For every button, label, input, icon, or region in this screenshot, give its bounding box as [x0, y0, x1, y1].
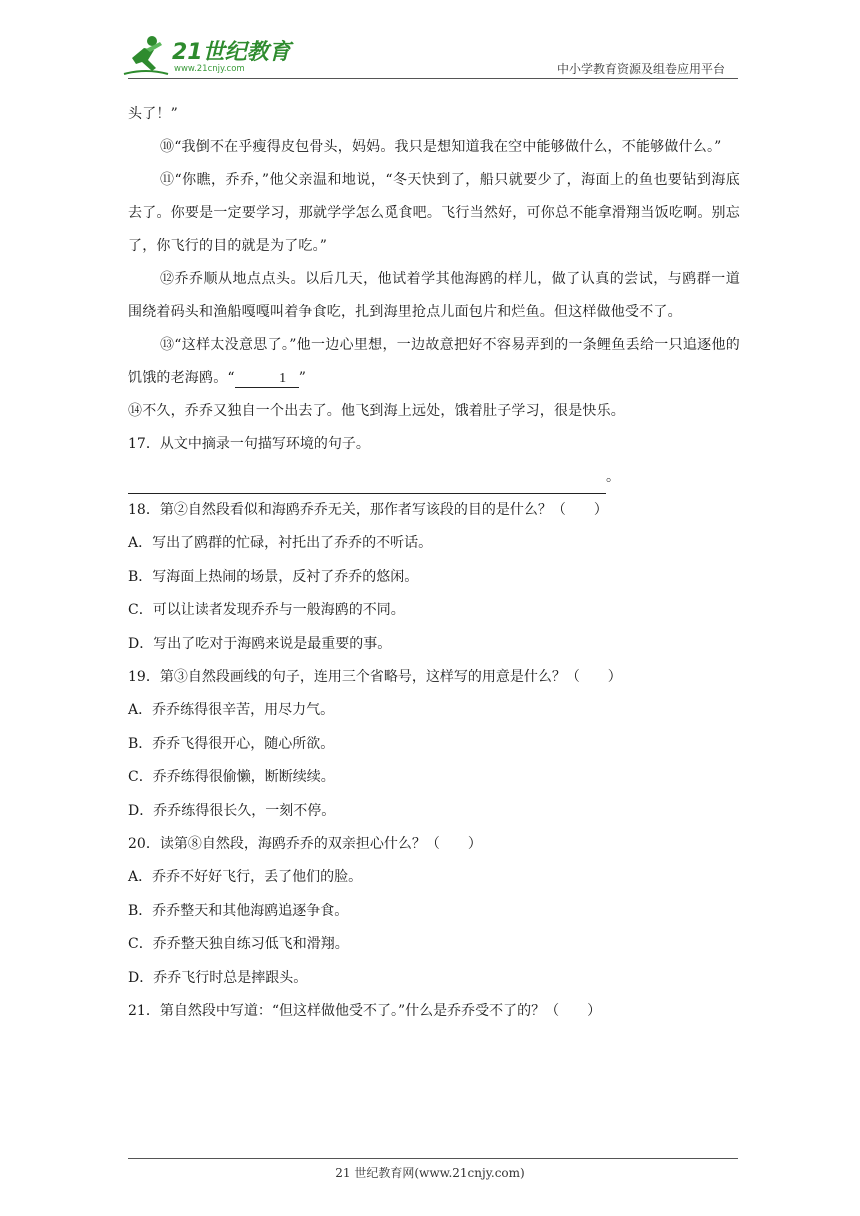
logo-title: 21世纪教育 [172, 40, 291, 65]
q18-option-c[interactable]: C．可以让读者发现乔乔与一般海鸥的不同。 [128, 602, 405, 618]
question-19: 19．第③自然段画线的句子，连用三个省略号，这样写的用意是什么？（ ） [128, 669, 622, 685]
q20-option-c[interactable]: C．乔乔整天独自练习低飞和滑翔。 [128, 936, 349, 952]
site-logo[interactable] [122, 34, 292, 78]
passage-paragraph-14: ⑭不久，乔乔又独自一个出去了。他飞到海上远处，饿着肚子学习，很是快乐。 [128, 403, 625, 419]
platform-name: 中小学教育资源及组卷应用平台 [556, 62, 725, 76]
q19-option-b[interactable]: B．乔乔飞得很开心，随心所欲。 [128, 735, 335, 752]
q18-option-d[interactable]: D．写出了吃对于海鸥来说是最重要的事。 [128, 635, 392, 652]
q18-option-a[interactable]: A．写出了鸥群的忙碌，衬托出了乔乔的不听话。 [128, 535, 433, 551]
page-header [0, 0, 860, 80]
q20-option-d[interactable]: D．乔乔飞行时总是摔跟头。 [128, 969, 308, 986]
answer-blank-17[interactable] [128, 473, 606, 494]
answer-line-17 [128, 461, 740, 494]
q19-option-c[interactable]: C．乔乔练得很偷懒，断断续续。 [128, 769, 335, 785]
q19-option-d[interactable]: D．乔乔练得很长久，一刻不停。 [128, 802, 336, 819]
fill-blank-1[interactable]: 1 [235, 371, 299, 388]
passage-paragraph-10: ⑩“我倒不在乎瘦得皮包骨头，妈妈。我只是想知道我在空中能够做什么，不能够做什么。” [160, 139, 722, 155]
answer-end-mark: 。 [606, 469, 620, 485]
q19-option-a[interactable]: A．乔乔练得很辛苦，用尽力气。 [128, 702, 335, 718]
passage-paragraph-12: ⑫乔乔顺从地点点头。以后几天，他试着学其他海鸥的样儿，做了认真的尝试，与鸥群一道围绕着码头和渔船嘎嘎叫着争食吃，扎到海里抢点儿面包片和烂鱼。但这样做他受不了。 [128, 271, 740, 320]
question-17: 17．从文中摘录一句描写环境的句子。 [128, 436, 370, 452]
runner-logo-icon [122, 34, 170, 78]
q20-option-a[interactable]: A．乔乔不好好飞行，丢了他们的脸。 [128, 869, 363, 885]
header-divider [128, 78, 738, 79]
paragraph-13-close-quote: ” [298, 370, 307, 386]
paragraph-13-text: ⑬“这样太没意思了。”他一边心里想，一边故意把好不容易弄到的一条鲤鱼丢给一只追逐他的饥饿的老海鸥。“ [128, 337, 740, 386]
question-18: 18．第②自然段看似和海鸥乔乔无关，那作者写该段的目的是什么？（ ） [128, 502, 608, 518]
logo-url: www.21cnjy.com [174, 64, 245, 74]
passage-paragraph: 头了！” [128, 106, 178, 122]
question-21: 21．第自然段中写道：“但这样做他受不了。”什么是乔乔受不了的？（ ） [128, 1003, 602, 1019]
q18-option-b[interactable]: B．写海面上热闹的场景，反衬了乔乔的悠闲。 [128, 568, 419, 585]
document-body [128, 98, 740, 1028]
question-20: 20．读第⑧自然段，海鸥乔乔的双亲担心什么？（ ） [128, 836, 482, 852]
page-footer[interactable]: 21 世纪教育网(www.21cnjy.com) [335, 1166, 525, 1180]
q20-option-b[interactable]: B．乔乔整天和其他海鸥追逐争食。 [128, 902, 349, 919]
passage-paragraph-11: ⑪“你瞧，乔乔，”他父亲温和地说，“冬天快到了，船只就要少了，海面上的鱼也要钻到海底去了。你要是一定要学习，那就学学怎么觅食吧。飞行当然好，可你总不能拿滑翔当饭吃啊。别忘了，你飞行的目的就是为了吃。” [128, 172, 740, 254]
footer-divider [128, 1158, 738, 1159]
passage-paragraph-13 [128, 329, 740, 395]
